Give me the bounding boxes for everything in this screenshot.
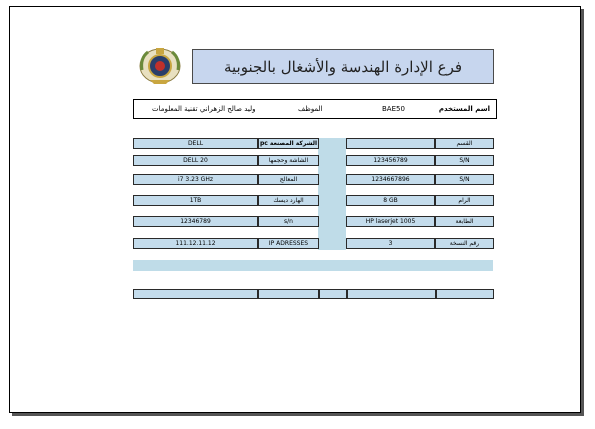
left-row-label: الشركة المصنعة pc [259, 140, 318, 147]
username-value: BAE50 [382, 105, 405, 113]
username-label: اسم المستخدم [438, 105, 490, 113]
left-row-value: 111.12.11.12 [133, 238, 258, 249]
crest-emblem-icon [136, 44, 184, 86]
left-row-value: 1TB [133, 195, 258, 206]
right-row-value: HP laserjet 1005 [346, 216, 435, 227]
left-row-label: IP ADRESSES [258, 238, 319, 249]
right-row-label: رقم النسخة [435, 238, 494, 249]
column-separator-band [318, 138, 346, 250]
left-row-label: المعالج [258, 174, 319, 185]
right-row-label: S/N [435, 155, 494, 166]
left-row-value: DELL [133, 138, 258, 149]
empty-cell [133, 289, 258, 299]
employee-name: وليد صالح الزهراني تقنية المعلومات [152, 105, 256, 113]
right-row-value: 3 [346, 238, 435, 249]
left-row-value: 12346789 [133, 216, 258, 227]
right-row-label: S/N [435, 174, 494, 185]
left-row-value: DELL 20 [133, 155, 258, 166]
left-row-label: الشاشة وحجمها [258, 155, 319, 166]
horizontal-band [133, 260, 493, 271]
right-row-label: القسم [435, 138, 494, 149]
left-row-value: i7 3.23 GHz [133, 174, 258, 185]
right-row-value: 123456789 [346, 155, 435, 166]
right-row-value: 8 GB [346, 195, 435, 206]
employee-info-bar [133, 99, 497, 119]
left-row-label: الهارد ديسك [258, 195, 319, 206]
right-row-label: الطابعة [435, 216, 494, 227]
right-row-label: الرام [435, 195, 494, 206]
page-title: فرع الإدارة الهندسة والأشغال بالجنوبية [192, 49, 494, 84]
right-row-value: 1234667896 [346, 174, 435, 185]
job-label: الموظف [298, 105, 323, 113]
empty-cell [319, 289, 347, 299]
right-row-value [346, 138, 435, 149]
empty-cell [347, 289, 436, 299]
empty-cell [436, 289, 494, 299]
left-row-label: s/n [258, 216, 319, 227]
empty-cell [258, 289, 319, 299]
